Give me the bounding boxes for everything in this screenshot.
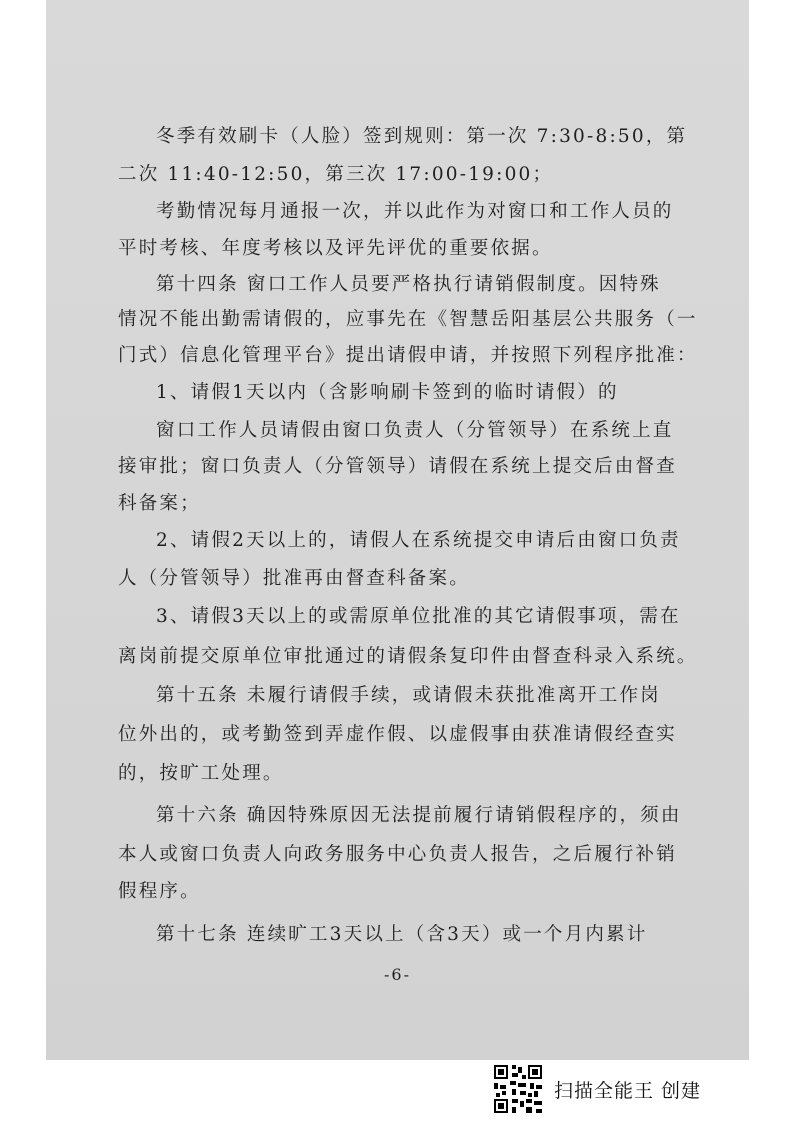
text-line: 位外出的，或考勤签到弄虚作假、以虚假事由获准请假经查实	[118, 724, 677, 745]
page-number: -6-	[384, 965, 411, 984]
text-line: 人（分管领导）批准再由督查科备案。	[118, 568, 470, 589]
text-line: 第十六条 确因特殊原因无法提前履行请销假程序的，须由	[156, 805, 682, 826]
text-line: 门式）信息化管理平台》提出请假申请，并按照下列程序批准：	[118, 345, 698, 366]
text-line: 第十五条 未履行请假手续，或请假未获批准离开工作岗	[156, 685, 661, 706]
text-line: 1、请假1天以内（含影响刷卡签到的临时请假）的	[156, 382, 619, 403]
text-line: 的，按旷工处理。	[118, 763, 284, 784]
text-line: 离岗前提交原单位审批通过的请假条复印件由督查科录入系统。	[118, 646, 698, 667]
text-line: 冬季有效刷卡（人脸）签到规则：第一次 7:30-8:50，第	[156, 126, 688, 147]
scanner-watermark	[492, 1062, 701, 1116]
text-line: 第十七条 连续旷工3天以上（含3天）或一个月内累计	[156, 924, 648, 945]
text-line: 科备案；	[118, 493, 201, 514]
text-line: 二次 11:40-12:50，第三次 17:00-19:00；	[118, 164, 554, 185]
text-line: 接审批；窗口负责人（分管领导）请假在系统上提交后由督查	[118, 456, 677, 477]
scanner-brand-label: 扫描全能王 创建	[554, 1079, 702, 1102]
text-line: 本人或窗口负责人向政务服务中心负责人报告，之后履行补销	[118, 844, 677, 865]
text-line: 考勤情况每月通报一次，并以此作为对窗口和工作人员的	[156, 201, 674, 222]
text-line: 2、请假2天以上的，请假人在系统提交申请后由窗口负责	[156, 530, 681, 551]
text-line: 情况不能出勤需请假的，应事先在《智慧岳阳基层公共服务（一	[118, 309, 698, 330]
text-line: 3、请假3天以上的或需原单位批准的其它请假事项，需在	[156, 606, 681, 627]
text-line: 第十四条 窗口工作人员要严格执行请销假制度。因特殊	[156, 274, 661, 295]
qr-code-icon	[492, 1063, 544, 1115]
text-line: 平时考核、年度考核以及评先评优的重要依据。	[118, 238, 553, 259]
scanned-page	[46, 0, 749, 1060]
text-line: 假程序。	[118, 881, 201, 902]
text-line: 窗口工作人员请假由窗口负责人（分管领导）在系统上直	[156, 420, 674, 441]
